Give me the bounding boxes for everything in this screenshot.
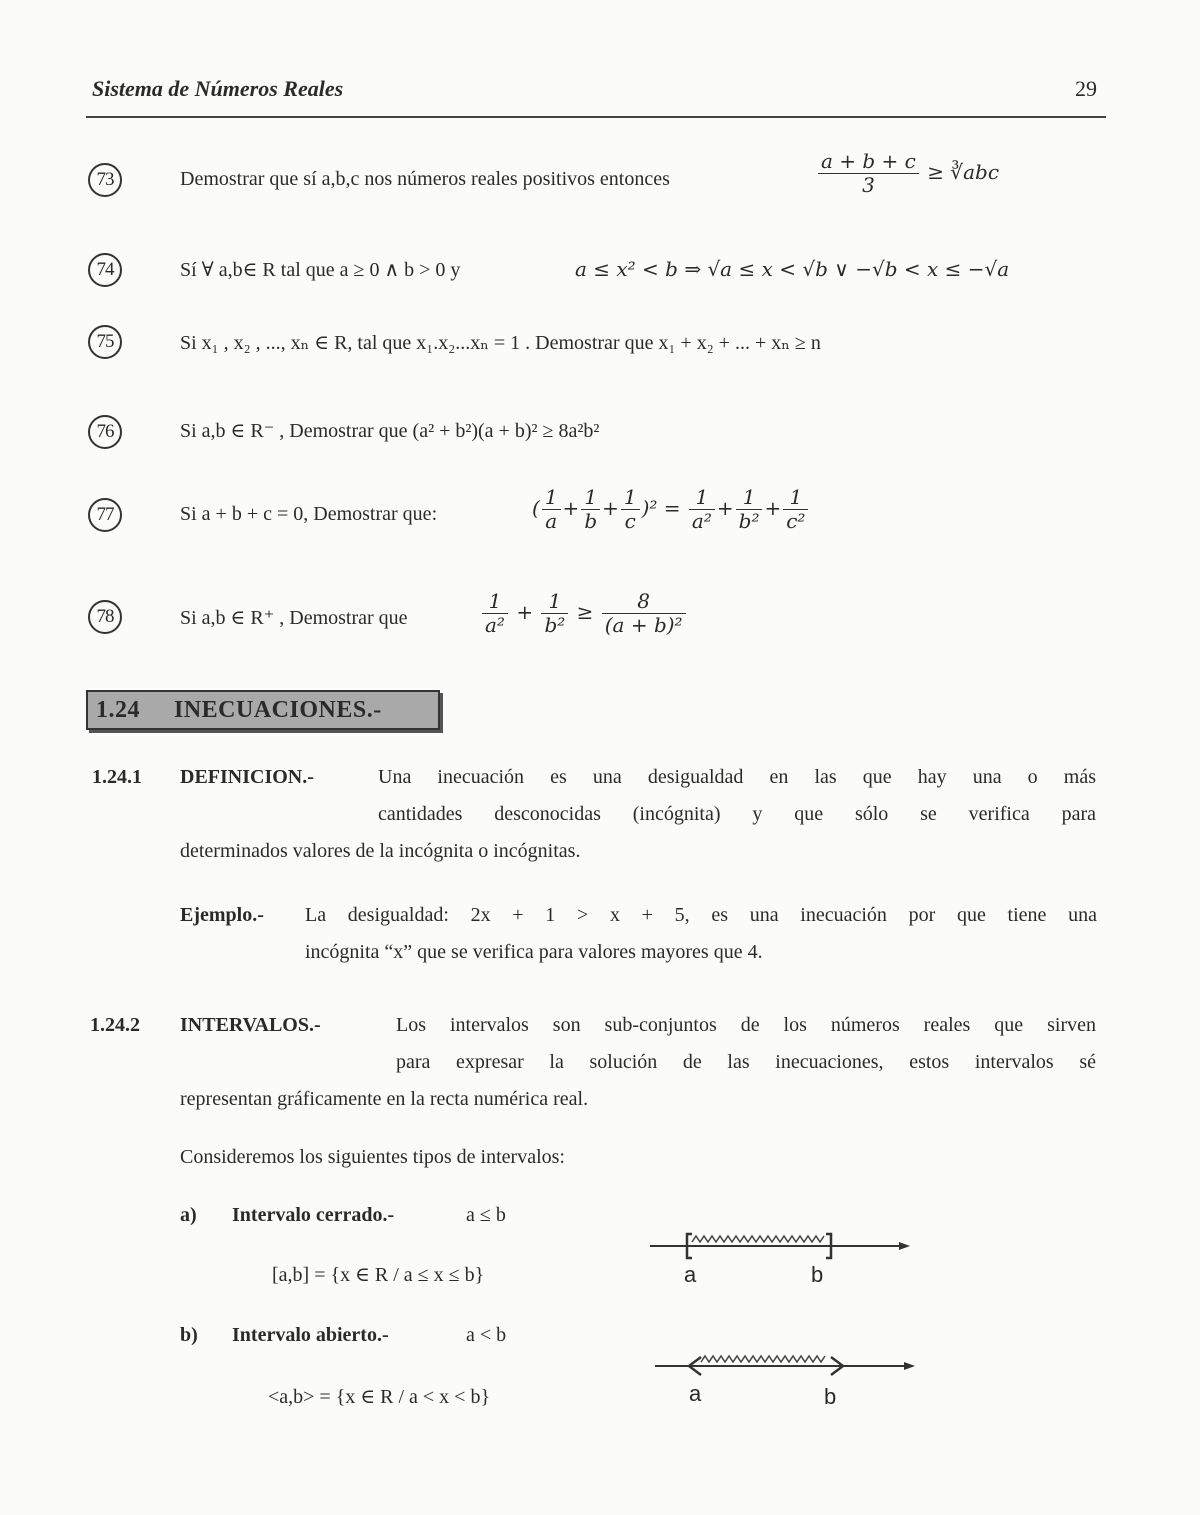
exercise-76-text: Si a,b ∈ R⁻ , Demostrar que (a² + b²)(a + b)² ≥ 8a²b² <box>180 420 600 442</box>
numerator: 1 <box>736 486 763 510</box>
exercise-number-77: 77 <box>88 498 122 532</box>
exercise-77-text: Si a + b + c = 0, Demostrar que: <box>180 503 438 525</box>
exercise-77-frac-a <box>542 486 561 533</box>
intervals-line-2: para expresar la solución de las inecuaciones, estos intervalos sé <box>396 1051 1096 1073</box>
open-interval-number-line <box>645 1348 925 1384</box>
exercise-number-78: 78 <box>88 600 122 634</box>
denominator: a² <box>691 509 712 533</box>
item-a-name: Intervalo cerrado.- <box>232 1204 395 1226</box>
intervals-line-1: Los intervalos son sub-conjuntos de los números reales que sirven <box>396 1014 1096 1036</box>
arrow-head-icon <box>899 1242 910 1250</box>
denominator: b <box>584 509 598 533</box>
example-label: Ejemplo.- <box>180 904 264 926</box>
example-line-1: La desigualdad: 2x + 1 > x + 5, es una inecuación por que tiene una <box>305 904 1097 926</box>
example-line-2: incógnita “x” que se verifica para valores mayores que 4. <box>305 941 763 963</box>
item-b-name: Intervalo abierto.- <box>232 1324 389 1346</box>
exercise-number-75: 75 <box>88 325 122 359</box>
section-heading <box>86 690 440 730</box>
item-a-letter: a) <box>180 1204 197 1226</box>
denominator: b² <box>738 509 760 533</box>
exercise-77-math: ( $\frac{1}{a}$ + $\frac{1}{b}$ + $\frac{1}{c}$ )² = $\frac{1}{\text{a²}}$ + $\frac{1}{\text{b²}}$ + $\frac{1}{\text{c²}}$ <box>532 486 810 533</box>
intervals-consider: Consideremos los siguientes tipos de intervalos: <box>180 1146 565 1168</box>
exercise-number-74: 74 <box>88 253 122 287</box>
interval-shading <box>701 1356 825 1362</box>
exercise-78-op-geq: ≥ <box>576 600 594 624</box>
intervals-line-3: representan gráficamente en la recta numérica real. <box>180 1088 589 1110</box>
numerator: 1 <box>783 486 808 510</box>
numerator: 8 <box>602 590 686 614</box>
exercise-78-frac-1 <box>482 590 508 637</box>
denominator: (a + b)² <box>604 613 683 637</box>
exercise-77-paren-close: )² = <box>641 496 681 520</box>
numerator: 1 <box>581 486 600 510</box>
exercise-77-paren-open: ( <box>532 496 540 520</box>
exercise-75-text: Si x₁ , x₂ , ..., xₙ ∈ R, tal que x₁.x₂...xₙ = 1 . Demostrar que x₁ + x₂ + ... + xₙ ≥ n <box>180 332 821 354</box>
numerator: 1 <box>542 486 561 510</box>
exercise-73-fraction <box>818 150 919 197</box>
denominator: a <box>545 509 558 533</box>
exercise-78-frac-2 <box>541 590 568 637</box>
closed-interval-number-line <box>640 1228 920 1264</box>
item-b-label-a: a <box>689 1381 702 1406</box>
exercise-77-frac-b2 <box>736 486 763 533</box>
numerator: 1 <box>621 486 640 510</box>
denominator: c² <box>786 509 806 533</box>
item-b-label-b: b <box>824 1384 837 1409</box>
item-a-condition: a ≤ b <box>466 1204 506 1226</box>
section-title: INECUACIONES.- <box>174 696 382 723</box>
item-a-label-a: a <box>684 1262 697 1287</box>
exercise-78-text: Si a,b ∈ R⁺ , Demostrar que <box>180 607 408 629</box>
exercise-77-frac-c2 <box>783 486 808 533</box>
definition-line-2: cantidades desconocidas (incógnita) y que sólo se verifica para <box>378 803 1096 825</box>
exercise-73-text: Demostrar que sí a,b,c nos números reales positivos entonces <box>180 168 670 190</box>
page-number: 29 <box>1075 76 1097 101</box>
header-rule <box>86 116 1106 118</box>
denominator: a² <box>485 613 505 637</box>
interval-shading <box>692 1236 824 1242</box>
exercise-number-73: 73 <box>88 163 122 197</box>
item-a-set: [a,b] = {x ∈ R / a ≤ x ≤ b} <box>272 1264 485 1286</box>
definition-number: 1.24.1 <box>92 766 142 788</box>
exercise-77-frac-a2 <box>689 486 715 533</box>
item-b-condition: a < b <box>466 1324 507 1346</box>
exercise-74-math: a ≤ x² < b ⇒ √a ≤ x < √b ∨ −√b < x ≤ −√a <box>575 257 1010 281</box>
item-b-letter: b) <box>180 1324 198 1346</box>
intervals-number: 1.24.2 <box>90 1014 140 1036</box>
exercise-number-76: 76 <box>88 415 122 449</box>
exercise-73-numerator: a + b + c <box>818 150 919 174</box>
exercise-77-frac-c <box>621 486 640 533</box>
numerator: 1 <box>689 486 715 510</box>
exercise-74-text: Sí ∀ a,b∈ R tal que a ≥ 0 ∧ b > 0 y <box>180 259 461 281</box>
exercise-73-rhs: ≥ ∛abc <box>927 160 1000 184</box>
intervals-title: INTERVALOS.- <box>180 1014 321 1036</box>
item-b-set: <a,b> = {x ∈ R / a < x < b} <box>268 1386 491 1408</box>
exercise-78-math <box>480 590 688 637</box>
exercise-73-denominator: 3 <box>862 173 875 197</box>
denominator: b² <box>544 613 566 637</box>
definition-line-3: determinados valores de la incógnita o incógnitas. <box>180 840 581 862</box>
denominator: c <box>624 509 636 533</box>
exercise-73-math <box>816 150 999 197</box>
numerator: 1 <box>482 590 508 614</box>
item-a-label-b: b <box>811 1262 824 1287</box>
numerator: 1 <box>541 590 568 614</box>
definition-title: DEFINICION.- <box>180 766 314 788</box>
arrow-head-icon <box>904 1362 915 1370</box>
definition-line-1: Una inecuación es una desigualdad en las que hay una o más <box>378 766 1096 788</box>
running-title: Sistema de Números Reales <box>92 76 344 101</box>
exercise-78-op-plus: + <box>516 600 534 624</box>
section-number: 1.24 <box>96 696 140 723</box>
exercise-77-frac-b <box>581 486 600 533</box>
exercise-78-frac-3 <box>602 590 686 637</box>
